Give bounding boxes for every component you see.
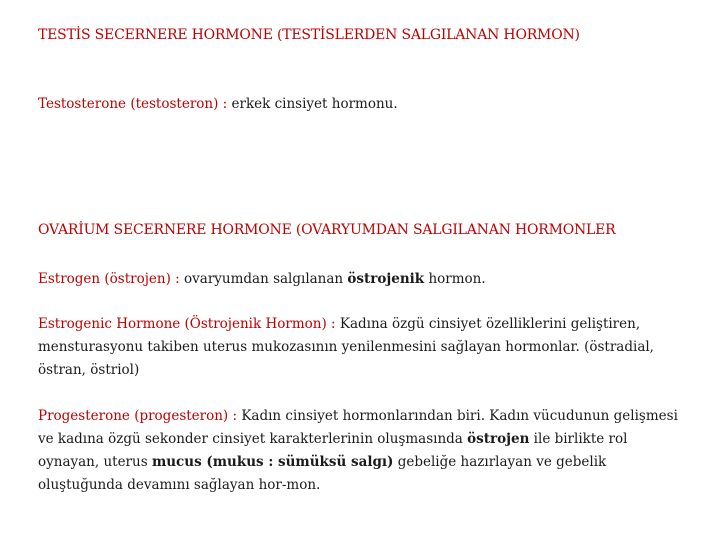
definition-estrogen [38,268,688,291]
definition-bold-text: östrojenik [347,271,425,287]
heading-ovarium-hormones: OVARİUM SECERNERE HORMONE (OVARYUMDAN SALGILANAN HORMONLER [38,222,616,238]
definition-bold-text: östrojen [467,431,530,447]
definition-text: gebeliğe hazırlayan ve gebelik oluştuğunda devamını sağlayan hor-mon. [38,454,607,493]
definition-text: erkek cinsiyet hormonu. [227,96,398,112]
definition-text: Kadın cinsiyet hormonlarından biri. Kadın vücudunun gelişmesi ve kadına özgü sekonder cinsiyet karakterlerinin oluşmasında [38,408,678,447]
definition-progesterone [38,405,688,497]
term-estrogenic-hormone: Estrogenic Hormone (Östrojenik Hormon) : [38,316,336,332]
term-estrogen: Estrogen (östrojen) : [38,271,180,287]
term-testosterone: Testosterone (testosteron) : [38,96,228,112]
definition-bold-text: mucus (mukus : sümüksü salgı) [151,454,394,470]
definition-text: ile birlikte rol oynayan, uterus [38,431,628,470]
definition-text: ovaryumdan salgılanan [179,271,348,287]
heading-testis-hormones: TESTİS SECERNERE HORMONE (TESTİSLERDEN SALGILANAN HORMON) [38,27,580,43]
definition-estrogenic-hormone [38,313,688,382]
definition-testosterone [38,93,688,116]
term-progesterone: Progesterone (progesteron) : [38,408,238,424]
definition-text: Kadına özgü cinsiyet özelliklerini geliştiren, mensturasyonu takiben uterus mukozasının yenilenmesini sağlayan hormonlar. (östradial, östran, östriol) [38,316,654,378]
definition-text: hormon. [424,271,486,287]
